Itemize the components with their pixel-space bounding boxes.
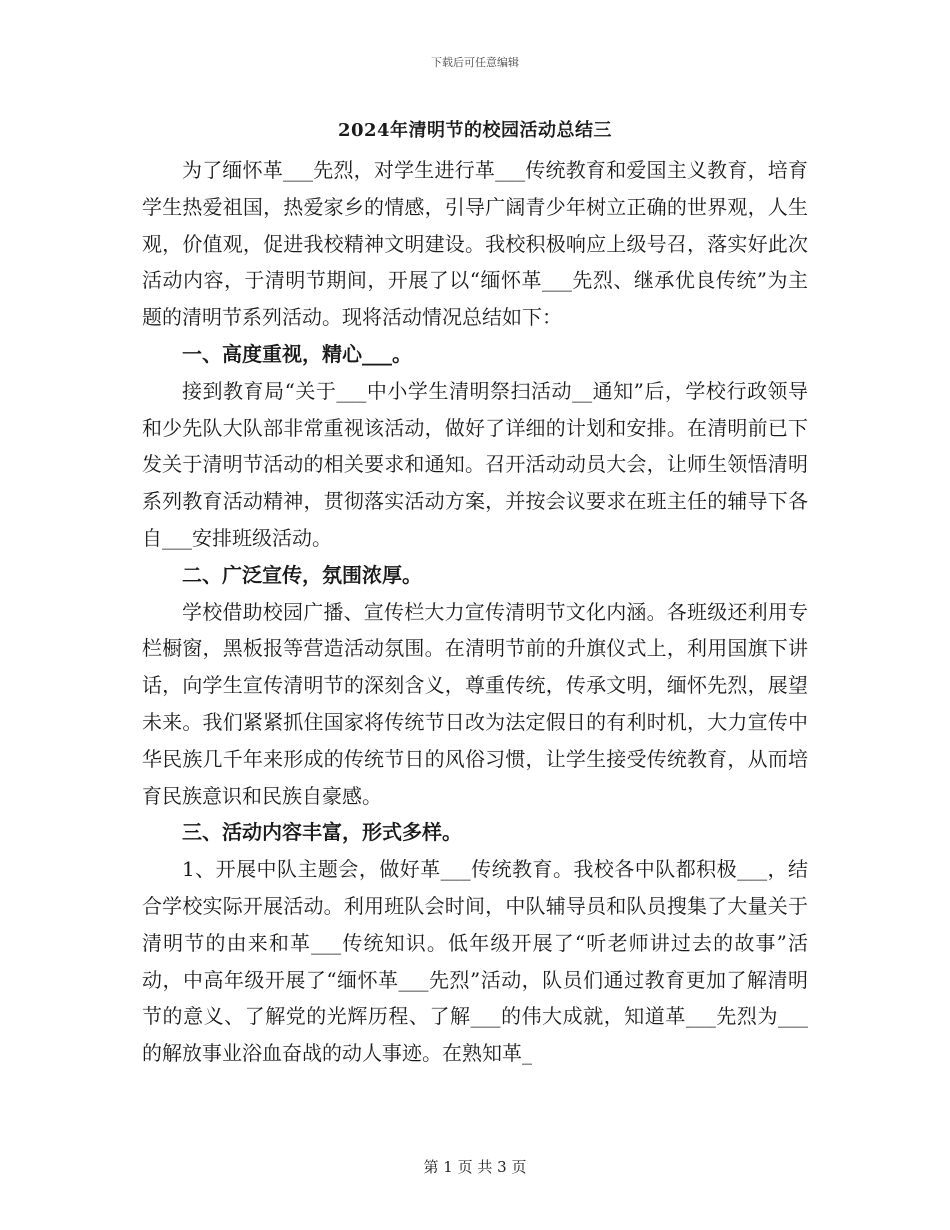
paragraph-intro: 为了缅怀革___先烈，对学生进行革___传统教育和爱国主义教育，培育学生热爱祖国，热爱家乡的情感，引导广阔青少年树立正确的世界观，人生观，价值观，促进我校精神文明建设。我校积极响应上级号召，落实好此次活动内容，于清明节期间，开展了以“缅怀革___先烈、继承优良传统”为主题的清明节系列活动。现将活动情况总结如下： — [142, 158, 808, 330]
document-title: 2024年清明节的校园活动总结三 — [337, 120, 613, 141]
paragraph-section-2: 学校借助校园广播、宣传栏大力宣传清明节文化内涵。各班级还利用专栏橱窗，黑板报等营造活动氛围。在清明节前的升旗仪式上，利用国旗下讲话，向学生宣传清明节的深刻含义，尊重传统，传承文明，缅怀先烈，展望未来。我们紧紧抓住国家将传统节日改为法定假日的有利时机，大力宣传中华民族几千年来形成的传统节日的风俗习惯，让学生接受传统教育，从而培育民族意识和民族自豪感。 — [142, 599, 808, 808]
section-heading-2: 二、广泛宣传，氛围浓厚。 — [182, 562, 422, 587]
paragraph-section-1: 接到教育局“关于___中小学生清明祭扫活动__通知”后，学校行政领导和少先队大队部非常重视该活动，做好了详细的计划和安排。在清明前已下发关于清明节活动的相关要求和通知。召开活动动员大会，让师生领悟清明系列教育活动精神，贯彻落实活动方案，并按会议要求在班主任的辅导下各自___安排班级活动。 — [142, 378, 808, 550]
page-number: 第 1 页 共 3 页 — [423, 1158, 527, 1176]
header-note: 下载后可任意编辑 — [431, 56, 519, 69]
document-body — [142, 152, 808, 1072]
section-heading-1: 一、高度重视，精心___。 — [182, 341, 412, 366]
section-heading-3: 三、活动内容丰富，形式多样。 — [182, 820, 462, 845]
paragraph-section-3: 1、开展中队主题会，做好革___传统教育。我校各中队都积极___，结合学校实际开展活动。利用班队会时间，中队辅导员和队员搜集了大量关于清明节的由来和革___传统知识。低年级开展了“听老师讲过去的故事”活动，中高年级开展了“缅怀革___先烈”活动，队员们通过教育更加了解清明节的意义、了解党的光辉历程、了解___的伟大成就，知道革___先烈为___的解放事业浴血奋战的动人事迹。在熟知革_ — [142, 857, 808, 1066]
